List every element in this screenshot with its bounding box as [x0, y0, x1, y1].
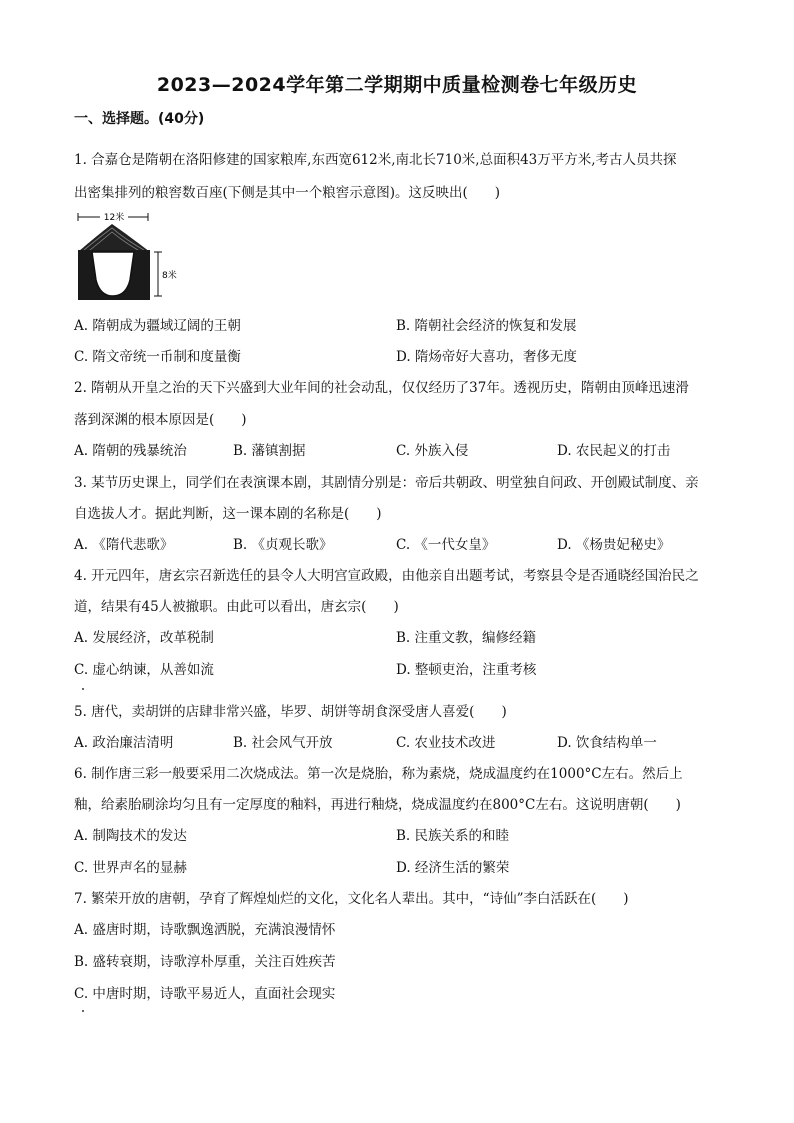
granary-pit-diagram: [74, 210, 184, 310]
question-6-text-line2: 釉，给素胎刷涂均匀且有一定厚度的釉料，再进行釉烧，烧成温度约在800°C左右。这说明唐朝( ): [74, 797, 681, 813]
question-5-option-a[interactable]: A. 政治廉洁清明: [74, 735, 174, 751]
question-3-option-b[interactable]: B. 《贞观长歌》: [233, 537, 333, 553]
question-7-option-a[interactable]: A. 盛唐时期，诗歌飘逸洒脱，充满浪漫情怀: [74, 922, 336, 938]
question-6-option-c[interactable]: C. 世界声名的显赫: [74, 860, 187, 876]
question-5-option-b[interactable]: B. 社会风气开放: [233, 735, 333, 751]
question-2-option-b[interactable]: B. 藩镇割据: [233, 443, 306, 459]
question-1-option-a[interactable]: A. 隋朝成为疆域辽阔的王朝: [74, 318, 241, 334]
question-7-text-line1: 7. 繁荣开放的唐朝，孕育了辉煌灿烂的文化，文化名人辈出。其中，“诗仙”李白活跃在( ): [74, 891, 629, 907]
scan-speck: [82, 1010, 84, 1012]
question-3-option-a[interactable]: A. 《隋代悲歌》: [74, 537, 174, 553]
question-1-option-d[interactable]: D. 隋炀帝好大喜功，奢侈无度: [396, 349, 577, 365]
question-6-option-b[interactable]: B. 民族关系的和睦: [396, 828, 510, 844]
question-7-option-b[interactable]: B. 盛转衰期，诗歌淳朴厚重，关注百姓疾苦: [74, 954, 336, 970]
question-2-option-a[interactable]: A. 隋朝的残暴统治: [74, 443, 187, 459]
question-5-option-d[interactable]: D. 饮食结构单一: [557, 735, 657, 751]
question-4-option-c[interactable]: C. 虚心纳谏，从善如流: [74, 662, 214, 678]
question-2-text-line2: 落到深渊的根本原因是( ): [74, 412, 247, 428]
question-6-option-d[interactable]: D. 经济生活的繁荣: [396, 860, 510, 876]
question-3-option-d[interactable]: D. 《杨贵妃秘史》: [557, 537, 671, 553]
question-4-option-d[interactable]: D. 整顿吏治，注重考核: [396, 662, 537, 678]
scan-speck: [82, 688, 84, 690]
question-7-option-c[interactable]: C. 中唐时期，诗歌平易近人，直面社会现实: [74, 986, 336, 1002]
question-2-option-c[interactable]: C. 外族入侵: [396, 443, 469, 459]
question-3-option-c[interactable]: C. 《一代女皇》: [396, 537, 496, 553]
question-2-option-d[interactable]: D. 农民起义的打击: [557, 443, 671, 459]
page-title: 2023—2024学年第二学期期中质量检测卷七年级历史: [156, 74, 638, 96]
question-1-text-line2: 出密集排列的粮窖数百座(下侧是其中一个粮窖示意图)。这反映出( ): [74, 185, 501, 201]
question-5-option-c[interactable]: C. 农业技术改进: [396, 735, 496, 751]
section-heading: 一、选择题。(40分): [74, 111, 205, 127]
question-1-option-b[interactable]: B. 隋朝社会经济的恢复和发展: [396, 318, 577, 334]
question-4-option-a[interactable]: A. 发展经济，改革税制: [74, 630, 214, 646]
question-4-text-line1: 4. 开元四年，唐玄宗召新选任的县令人大明宫宣政殿，由他亲自出题考试，考察县令是否通晓经国治民之: [74, 568, 699, 584]
question-2-text-line1: 2. 隋朝从开皇之治的天下兴盛到大业年间的社会动乱，仅仅经历了37年。透视历史，隋朝由顶峰迅速滑: [74, 380, 689, 396]
question-5-text-line1: 5. 唐代，卖胡饼的店肆非常兴盛，毕罗、胡饼等胡食深受唐人喜爱( ): [74, 704, 507, 720]
question-3-text-line1: 3. 某节历史课上，同学们在表演课本剧，其剧情分别是：帝后共朝政、明堂独自问政、开创殿试制度、亲: [74, 475, 699, 491]
question-1-option-c[interactable]: C. 隋文帝统一币制和度量衡: [74, 349, 241, 365]
question-6-option-a[interactable]: A. 制陶技术的发达: [74, 828, 187, 844]
diagram-depth-label: 8米: [162, 271, 177, 281]
question-4-option-b[interactable]: B. 注重文教，编修经籍: [396, 630, 537, 646]
question-6-text-line1: 6. 制作唐三彩一般要采用二次烧成法。第一次是烧胎，称为素烧，烧成温度约在1000°C左右。然后上: [74, 766, 683, 782]
diagram-width-label: 12米: [103, 213, 125, 223]
question-3-text-line2: 自选拔人才。据此判断，这一课本剧的名称是( ): [74, 506, 382, 522]
question-4-text-line2: 道，结果有45人被撤职。由此可以看出，唐玄宗( ): [74, 599, 399, 615]
question-1-text-line1: 1. 合嘉仓是隋朝在洛阳修建的国家粮库,东西宽612米,南北长710米,总面积43万平方米,考古人员共探: [74, 152, 677, 168]
